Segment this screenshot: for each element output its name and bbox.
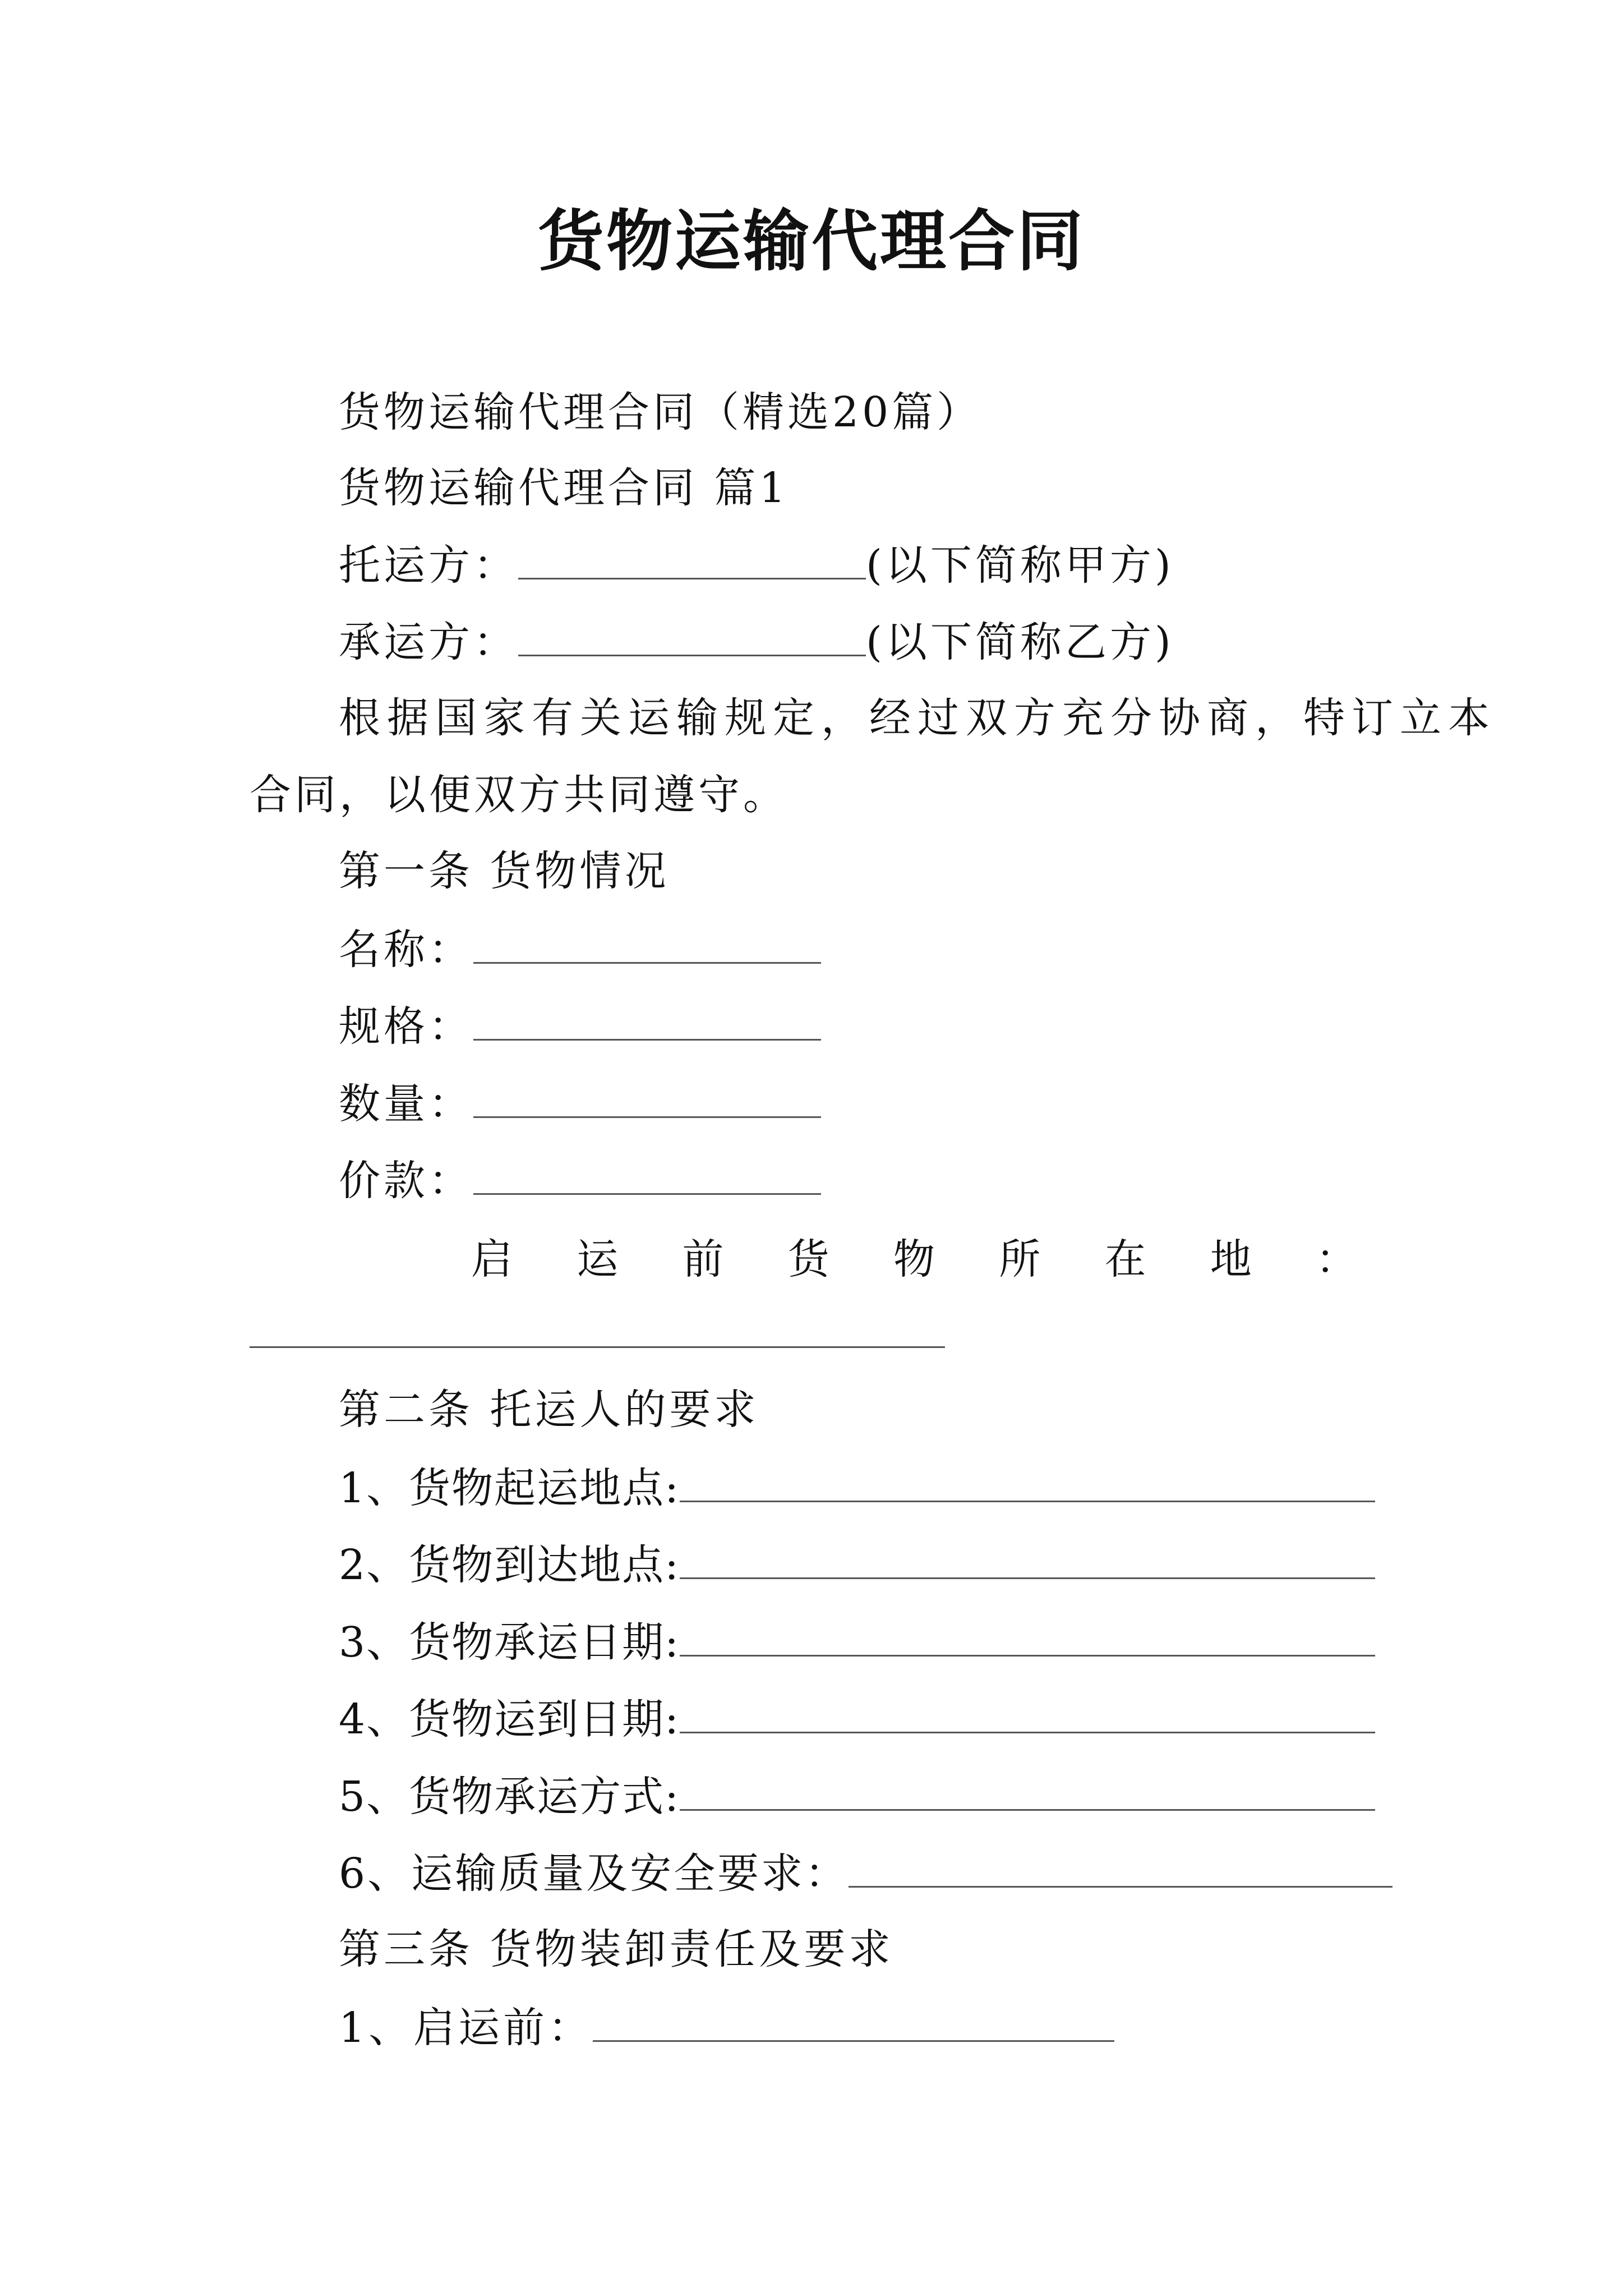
origin-char: 物 <box>893 1235 935 1283</box>
req-4-line <box>339 1692 1375 1745</box>
article-3-heading: 第三条 货物装卸责任及要求 <box>339 1925 894 1973</box>
req-3-line <box>339 1616 1375 1668</box>
origin-char: 在 <box>1104 1235 1146 1283</box>
goods-spec-label: 规格： <box>339 1002 473 1051</box>
req-1-line <box>339 1461 1375 1513</box>
req-4-label: 4、货物运到日期: <box>339 1695 680 1743</box>
shipper-blank[interactable] <box>518 539 866 579</box>
req-5-blank[interactable] <box>680 1770 1375 1811</box>
goods-name-line <box>339 923 821 975</box>
origin-char: ： <box>1316 1235 1357 1283</box>
goods-price-label: 价款： <box>339 1157 473 1205</box>
req-3-label: 3、货物承运日期: <box>339 1618 680 1667</box>
req-2-line <box>339 1538 1375 1590</box>
carrier-label: 承运方： <box>339 618 518 666</box>
article-2-heading: 第二条 托运人的要求 <box>339 1386 759 1434</box>
goods-qty-label: 数量： <box>339 1080 473 1128</box>
req-5-label: 5、货物承运方式: <box>339 1773 680 1821</box>
goods-qty-blank[interactable] <box>473 1077 821 1118</box>
origin-char: 地 <box>1210 1235 1252 1283</box>
goods-name-label: 名称： <box>339 926 473 974</box>
goods-spec-line <box>339 1000 821 1052</box>
origin-location-blank[interactable] <box>250 1346 945 1348</box>
goods-spec-blank[interactable] <box>473 1000 821 1041</box>
req-4-blank[interactable] <box>680 1692 1375 1733</box>
shipper-line <box>339 539 1174 591</box>
origin-location-line <box>471 1234 1357 1285</box>
carrier-blank[interactable] <box>518 615 866 656</box>
carrier-line <box>339 615 1174 668</box>
load-1-blank[interactable] <box>593 2001 1114 2042</box>
origin-char: 前 <box>682 1235 724 1283</box>
req-6-line <box>339 1847 1393 1899</box>
shipper-suffix: (以下简称甲方) <box>866 541 1174 590</box>
carrier-suffix: (以下简称乙方) <box>866 618 1174 666</box>
req-2-label: 2、货物到达地点: <box>339 1541 680 1589</box>
req-1-blank[interactable] <box>680 1461 1375 1502</box>
origin-char: 所 <box>999 1235 1041 1283</box>
document-title: 货物运输代理合同 <box>537 202 1085 280</box>
load-1-label: 1、启运前： <box>339 2004 593 2052</box>
section-heading: 货物运输代理合同 篇1 <box>339 464 789 512</box>
req-1-label: 1、货物起运地点: <box>339 1464 680 1512</box>
intro-line-2: 合同，以便双方共同遵守。 <box>250 771 788 819</box>
req-3-blank[interactable] <box>680 1616 1375 1657</box>
subtitle: 货物运输代理合同（精选20篇） <box>339 388 982 436</box>
origin-char: 货 <box>787 1235 829 1283</box>
goods-qty-line <box>339 1077 821 1129</box>
origin-char: 运 <box>577 1235 619 1283</box>
article-1-heading: 第一条 货物情况 <box>339 847 670 895</box>
req-6-label: 6、运输质量及安全要求： <box>339 1849 849 1898</box>
load-1-line <box>339 2001 1114 2053</box>
req-2-blank[interactable] <box>680 1538 1375 1579</box>
intro-line-1: 根据国家有关运输规定，经过双方充分协商，特订立本 <box>339 694 1496 742</box>
shipper-label: 托运方： <box>339 541 518 590</box>
req-6-blank[interactable] <box>849 1847 1393 1888</box>
goods-name-blank[interactable] <box>473 923 821 964</box>
goods-price-blank[interactable] <box>473 1154 821 1195</box>
goods-price-line <box>339 1154 821 1206</box>
origin-char: 启 <box>471 1235 513 1283</box>
req-5-line <box>339 1770 1375 1822</box>
